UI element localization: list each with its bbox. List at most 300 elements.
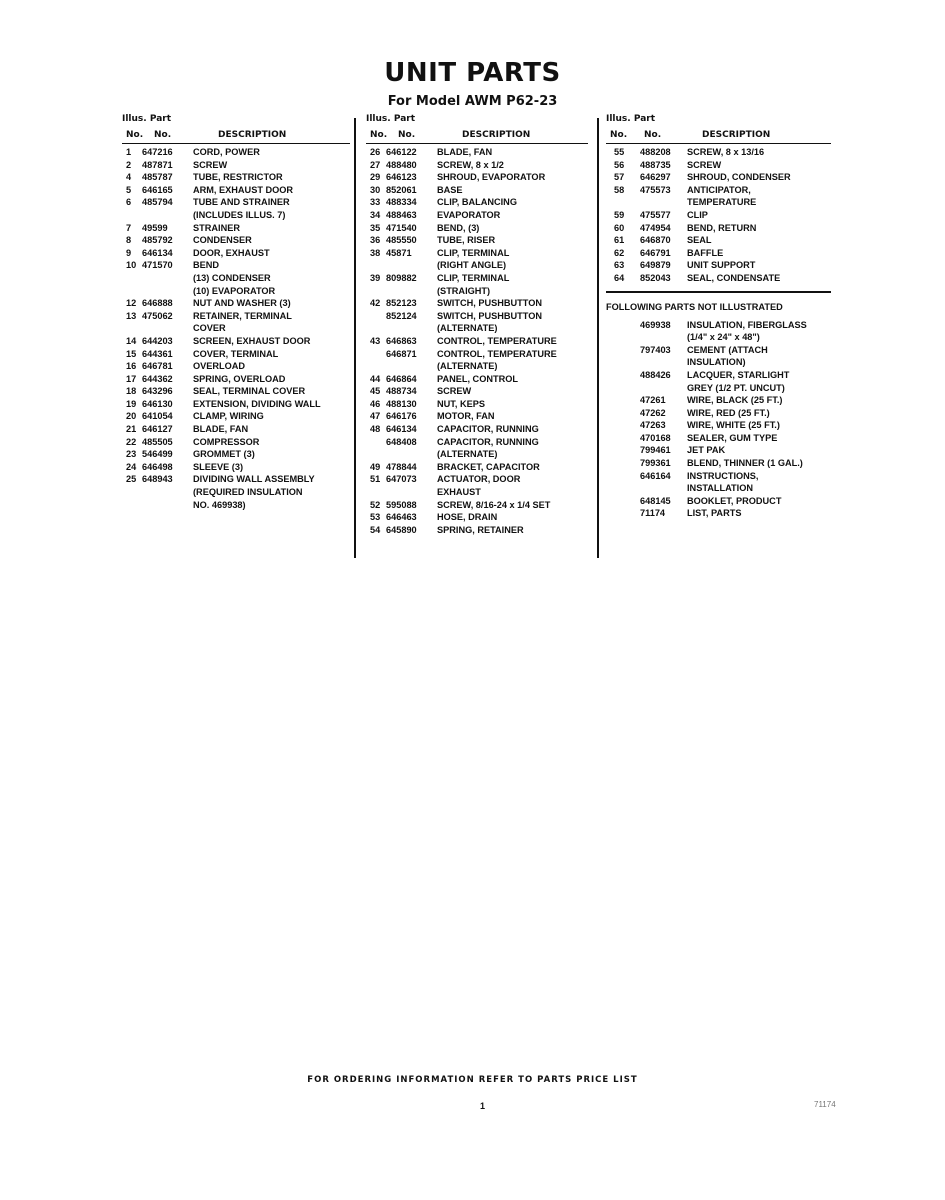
part-number: 485792: [142, 235, 173, 246]
page-title: UNIT PARTS: [384, 58, 561, 88]
illus-number: 60: [614, 222, 625, 233]
part-description: SEALER, GUM TYPE: [687, 432, 778, 443]
part-description: WIRE, WHITE (25 FT.): [687, 420, 780, 431]
part-row: [366, 486, 588, 499]
model-subtitle: For Model AWM P62-23: [387, 94, 558, 109]
part-description: SEAL, TERMINAL COVER: [193, 386, 306, 397]
part-description: CONDENSER: [193, 235, 252, 246]
part-row: [122, 499, 350, 512]
part-number: 488208: [640, 147, 671, 157]
part-description: RETAINER, TERMINAL: [193, 310, 292, 321]
illus-number: 6: [126, 197, 132, 208]
part-description: TEMPERATURE: [687, 197, 757, 208]
part-row: [606, 369, 831, 382]
part-description: NUT, KEPS: [437, 398, 485, 409]
part-row: [606, 507, 831, 520]
part-number: 469938: [640, 319, 671, 330]
part-number: 646134: [386, 424, 417, 435]
header-part: Part: [393, 114, 416, 124]
illus-number: 24: [126, 461, 137, 472]
header-no: No.: [610, 130, 628, 140]
part-number: 646130: [142, 398, 173, 409]
part-description: BLADE, FAN: [437, 147, 493, 157]
part-description: COMPRESSOR: [193, 436, 260, 447]
part-description: UNIT SUPPORT: [687, 260, 756, 271]
header-rule: [366, 143, 588, 144]
part-row: [366, 360, 588, 373]
part-description: SCREW, 8 x 13/16: [687, 147, 765, 157]
part-number: 648145: [640, 495, 671, 506]
part-row: [366, 259, 588, 272]
part-row: [366, 196, 588, 209]
part-description: (10) EVAPORATOR: [193, 285, 276, 296]
part-number: 488480: [386, 159, 417, 170]
part-description: CLAMP, WIRING: [193, 411, 264, 422]
part-row: [366, 348, 588, 361]
part-number: 488130: [386, 398, 417, 409]
part-row: [366, 222, 588, 235]
illus-number: 18: [126, 386, 137, 397]
part-row: [606, 482, 831, 495]
part-row: [122, 196, 350, 209]
illus-number: 10: [126, 260, 137, 271]
document-code: 71174: [814, 1100, 836, 1109]
part-number: 646297: [640, 172, 671, 183]
part-number: 646888: [142, 298, 173, 309]
illus-number: 39: [370, 272, 381, 283]
part-number: 595088: [386, 499, 417, 510]
part-description: WIRE, RED (25 FT.): [687, 407, 770, 418]
illus-number: 51: [370, 474, 381, 485]
part-description: GREY (1/2 PT. UNCUT): [687, 382, 785, 393]
part-number: 485505: [142, 436, 173, 447]
parts-column-2: [366, 112, 588, 536]
part-number: 641054: [142, 411, 173, 422]
illus-number: 57: [614, 172, 625, 183]
part-number: 646791: [640, 247, 671, 258]
part-description: CLIP, TERMINAL: [437, 247, 510, 258]
part-row: [606, 171, 831, 184]
illus-number: 55: [614, 147, 625, 157]
part-description: SWITCH, PUSHBUTTON: [437, 298, 542, 309]
illus-number: 43: [370, 335, 381, 346]
part-number: 647216: [142, 147, 173, 157]
part-number: 47262: [640, 407, 666, 418]
part-row: [122, 360, 350, 373]
part-number: 646781: [142, 361, 173, 372]
part-description: TUBE AND STRAINER: [193, 197, 290, 208]
part-description: SLEEVE (3): [193, 461, 244, 472]
part-row: [122, 234, 350, 247]
part-number: 644362: [142, 373, 173, 384]
illus-number: 49: [370, 461, 381, 472]
part-description: CORD, POWER: [193, 147, 260, 157]
part-description: SCREW: [687, 159, 722, 170]
part-description: SCREW: [437, 386, 472, 397]
part-description: SCREW, 8/16-24 x 1/4 SET: [437, 499, 551, 510]
part-row: [122, 436, 350, 449]
part-row: [122, 335, 350, 348]
part-row: [606, 184, 831, 197]
part-row: [366, 410, 588, 423]
part-number: 646123: [386, 172, 417, 183]
parts-list: [122, 146, 350, 511]
part-row: [366, 499, 588, 512]
part-row: [366, 209, 588, 222]
parts-list: [606, 146, 831, 285]
illus-number: 7: [126, 222, 132, 233]
illus-number: 20: [126, 411, 137, 422]
part-description: (RIGHT ANGLE): [437, 260, 507, 271]
part-number: 852124: [386, 310, 417, 321]
part-number: 487871: [142, 159, 173, 170]
illus-number: 15: [126, 348, 137, 359]
part-row: [122, 159, 350, 172]
part-number: 478844: [386, 461, 417, 472]
part-description: EXHAUST: [437, 487, 481, 498]
part-row: [606, 331, 831, 344]
header-rule: [122, 143, 350, 144]
part-description: SEAL: [687, 235, 712, 246]
part-row: [606, 382, 831, 395]
part-description: PANEL, CONTROL: [437, 373, 518, 384]
part-row: [366, 385, 588, 398]
part-row: [122, 259, 350, 272]
part-number: 488463: [386, 209, 417, 220]
part-number: 646870: [640, 235, 671, 246]
part-number: 797403: [640, 344, 671, 355]
part-description: CONTROL, TEMPERATURE: [437, 348, 557, 359]
part-row: [366, 436, 588, 449]
part-number: 646463: [386, 512, 417, 523]
part-number: 646498: [142, 461, 173, 472]
part-row: [366, 285, 588, 298]
part-description: NO. 469938): [193, 499, 246, 510]
header-part: Part: [149, 114, 172, 124]
part-row: [122, 171, 350, 184]
part-number: 71174: [640, 508, 666, 519]
illus-number: 58: [614, 184, 625, 195]
part-number: 648408: [386, 436, 417, 447]
part-row: [606, 457, 831, 470]
part-description: INSTRUCTIONS,: [687, 470, 759, 481]
part-description: COVER: [193, 323, 226, 334]
part-row: [366, 335, 588, 348]
part-row: [122, 322, 350, 335]
part-description: GROMMET (3): [193, 449, 255, 460]
header-illus: Illus.: [366, 114, 391, 124]
part-description: DIVIDING WALL ASSEMBLY: [193, 474, 315, 485]
illus-number: 33: [370, 197, 381, 208]
illus-number: 56: [614, 159, 625, 170]
illus-number: 64: [614, 272, 625, 283]
part-number: 470168: [640, 432, 671, 443]
illus-number: 48: [370, 424, 381, 435]
part-description: (INCLUDES ILLUS. 7): [193, 209, 286, 220]
part-description: EXTENSION, DIVIDING WALL: [193, 398, 321, 409]
part-description: STRAINER: [193, 222, 240, 233]
part-row: [122, 310, 350, 323]
illus-number: 12: [126, 298, 137, 309]
part-description: CEMENT (ATTACH: [687, 344, 768, 355]
parts-list: [366, 146, 588, 536]
column-header: [606, 112, 831, 146]
illus-number: 21: [126, 424, 137, 435]
part-row: [122, 448, 350, 461]
part-number: 643296: [142, 386, 173, 397]
illus-number: 52: [370, 499, 381, 510]
part-description: WIRE, BLACK (25 FT.): [687, 395, 783, 406]
illus-number: 62: [614, 247, 625, 258]
part-row: [366, 524, 588, 537]
illus-number: 38: [370, 247, 381, 258]
part-row: [122, 348, 350, 361]
part-number: 649879: [640, 260, 671, 271]
illus-number: 35: [370, 222, 381, 233]
column-divider: [597, 118, 599, 558]
part-description: BASE: [437, 184, 463, 195]
part-number: 646864: [386, 373, 417, 384]
column-divider: [354, 118, 356, 558]
header-part-no: No.: [398, 130, 416, 140]
part-description: SEAL, CONDENSATE: [687, 272, 781, 283]
part-description: (REQUIRED INSULATION: [193, 487, 303, 498]
illus-number: 22: [126, 436, 137, 447]
part-row: [122, 398, 350, 411]
part-row: [122, 209, 350, 222]
part-number: 645890: [386, 524, 417, 535]
part-description: ARM, EXHAUST DOOR: [193, 184, 294, 195]
header-description: DESCRIPTION: [702, 130, 771, 140]
illus-number: 25: [126, 474, 137, 485]
part-row: [606, 407, 831, 420]
header-illus: Illus.: [606, 114, 631, 124]
part-row: [366, 473, 588, 486]
part-description: SPRING, OVERLOAD: [193, 373, 286, 384]
part-number: 485787: [142, 172, 173, 183]
header-illus: Illus.: [122, 114, 147, 124]
part-description: CAPACITOR, RUNNING: [437, 424, 539, 435]
illus-number: 30: [370, 184, 381, 195]
part-row: [366, 272, 588, 285]
illus-number: 59: [614, 209, 625, 220]
part-row: [606, 196, 831, 209]
part-description: MOTOR, FAN: [437, 411, 495, 422]
part-number: 646871: [386, 348, 417, 359]
header-description: DESCRIPTION: [462, 130, 531, 140]
illus-number: 16: [126, 361, 137, 372]
header-description: DESCRIPTION: [218, 130, 287, 140]
part-row: [122, 272, 350, 285]
part-number: 471570: [142, 260, 173, 271]
part-description: OVERLOAD: [193, 361, 246, 372]
part-number: 647073: [386, 474, 417, 485]
part-description: SHROUD, EVAPORATOR: [437, 172, 546, 183]
part-row: [606, 470, 831, 483]
column-header: [366, 112, 588, 146]
part-number: 646127: [142, 424, 173, 435]
part-row: [122, 297, 350, 310]
part-row: [366, 398, 588, 411]
part-number: 646176: [386, 411, 417, 422]
part-row: [122, 222, 350, 235]
part-number: 852043: [640, 272, 671, 283]
illus-number: 8: [126, 235, 132, 246]
part-number: 648943: [142, 474, 173, 485]
part-row: [366, 297, 588, 310]
part-description: HOSE, DRAIN: [437, 512, 498, 523]
header-part-no: No.: [154, 130, 172, 140]
part-row: [122, 486, 350, 499]
part-description: SWITCH, PUSHBUTTON: [437, 310, 542, 321]
part-row: [366, 146, 588, 159]
part-number: 488334: [386, 197, 417, 208]
part-row: [122, 184, 350, 197]
part-description: BLADE, FAN: [193, 424, 249, 435]
part-description: ANTICIPATOR,: [687, 184, 751, 195]
part-description: TUBE, RESTRICTOR: [193, 172, 283, 183]
illus-number: 13: [126, 310, 137, 321]
part-description: SCREW: [193, 159, 228, 170]
part-number: 45871: [386, 247, 412, 258]
part-row: [122, 373, 350, 386]
part-row: [366, 159, 588, 172]
part-row: [366, 322, 588, 335]
part-row: [122, 461, 350, 474]
part-description: SCREW, 8 x 1/2: [437, 159, 504, 170]
part-description: BEND, RETURN: [687, 222, 757, 233]
part-description: ACTUATOR, DOOR: [437, 474, 521, 485]
header-rule: [606, 143, 831, 144]
part-row: [606, 432, 831, 445]
part-row: [366, 310, 588, 323]
part-number: 485550: [386, 235, 417, 246]
part-row: [606, 234, 831, 247]
part-number: 47261: [640, 395, 666, 406]
part-description: INSTALLATION: [687, 483, 754, 494]
illus-number: 19: [126, 398, 137, 409]
part-row: [122, 410, 350, 423]
part-description: (ALTERNATE): [437, 323, 498, 334]
part-row: [122, 473, 350, 486]
illus-number: 42: [370, 298, 381, 309]
part-number: 852061: [386, 184, 417, 195]
part-number: 474954: [640, 222, 671, 233]
part-row: [366, 234, 588, 247]
part-description: CAPACITOR, RUNNING: [437, 436, 539, 447]
illus-number: 34: [370, 209, 381, 220]
part-row: [366, 511, 588, 524]
part-description: INSULATION, FIBERGLASS: [687, 319, 807, 330]
part-row: [366, 373, 588, 386]
part-description: INSULATION): [687, 357, 746, 368]
part-row: [122, 247, 350, 260]
part-row: [606, 222, 831, 235]
part-description: (1/4" x 24" x 48"): [687, 332, 760, 343]
part-description: CLIP: [687, 209, 708, 220]
part-row: [122, 423, 350, 436]
part-row: [366, 461, 588, 474]
illus-number: 4: [126, 172, 132, 183]
header-no: No.: [370, 130, 388, 140]
part-description: BAFFLE: [687, 247, 724, 258]
part-description: BRACKET, CAPACITOR: [437, 461, 540, 472]
illus-number: 46: [370, 398, 381, 409]
page-number: 1: [480, 1101, 486, 1111]
illus-number: 45: [370, 386, 381, 397]
part-description: NUT AND WASHER (3): [193, 298, 291, 309]
part-description: BOOKLET, PRODUCT: [687, 495, 782, 506]
part-number: 475062: [142, 310, 173, 321]
part-number: 546499: [142, 449, 173, 460]
part-row: [606, 444, 831, 457]
part-number: 475573: [640, 184, 671, 195]
illus-number: 1: [126, 147, 132, 157]
part-number: 646165: [142, 184, 173, 195]
not-illustrated-heading: FOLLOWING PARTS NOT ILLUSTRATED: [606, 301, 783, 312]
part-row: [122, 285, 350, 298]
part-number: 646164: [640, 470, 671, 481]
illus-number: 9: [126, 247, 132, 258]
part-description: LACQUER, STARLIGHT: [687, 369, 790, 380]
part-row: [606, 259, 831, 272]
part-number: 47263: [640, 420, 666, 431]
part-row: [606, 159, 831, 172]
part-description: COVER, TERMINAL: [193, 348, 279, 359]
part-row: [606, 394, 831, 407]
part-number: 488735: [640, 159, 671, 170]
part-description: LIST, PARTS: [687, 508, 742, 519]
part-number: 646863: [386, 335, 417, 346]
part-number: 49599: [142, 222, 168, 233]
part-description: CLIP, TERMINAL: [437, 272, 510, 283]
illus-number: 44: [370, 373, 381, 384]
part-description: (ALTERNATE): [437, 361, 498, 372]
parts-column-1: [122, 112, 350, 511]
part-row: [366, 171, 588, 184]
part-description: BEND, (3): [437, 222, 480, 233]
illus-number: 53: [370, 512, 381, 523]
column-header: [122, 112, 350, 146]
part-number: 485794: [142, 197, 173, 208]
part-description: JET PAK: [687, 445, 726, 456]
part-description: TUBE, RISER: [437, 235, 496, 246]
illus-number: 47: [370, 411, 381, 422]
part-number: 799361: [640, 458, 671, 469]
part-row: [122, 146, 350, 159]
part-number: 488734: [386, 386, 417, 397]
part-row: [606, 272, 831, 285]
part-number: 646134: [142, 247, 173, 258]
illus-number: 14: [126, 335, 137, 346]
part-number: 475577: [640, 209, 671, 220]
illus-number: 2: [126, 159, 132, 170]
header-part-no: No.: [644, 130, 662, 140]
part-row: [122, 385, 350, 398]
part-number: 646122: [386, 147, 417, 157]
part-description: (13) CONDENSER: [193, 272, 271, 283]
part-description: BEND: [193, 260, 220, 271]
part-description: DOOR, EXHAUST: [193, 247, 270, 258]
illus-number: 5: [126, 184, 132, 195]
part-description: CLIP, BALANCING: [437, 197, 517, 208]
part-number: 471540: [386, 222, 417, 233]
parts-column-3: [606, 112, 831, 520]
parts-list-not-illustrated: [606, 319, 831, 521]
part-row: [366, 423, 588, 436]
part-description: SCREEN, EXHAUST DOOR: [193, 335, 311, 346]
part-description: SPRING, RETAINER: [437, 524, 524, 535]
